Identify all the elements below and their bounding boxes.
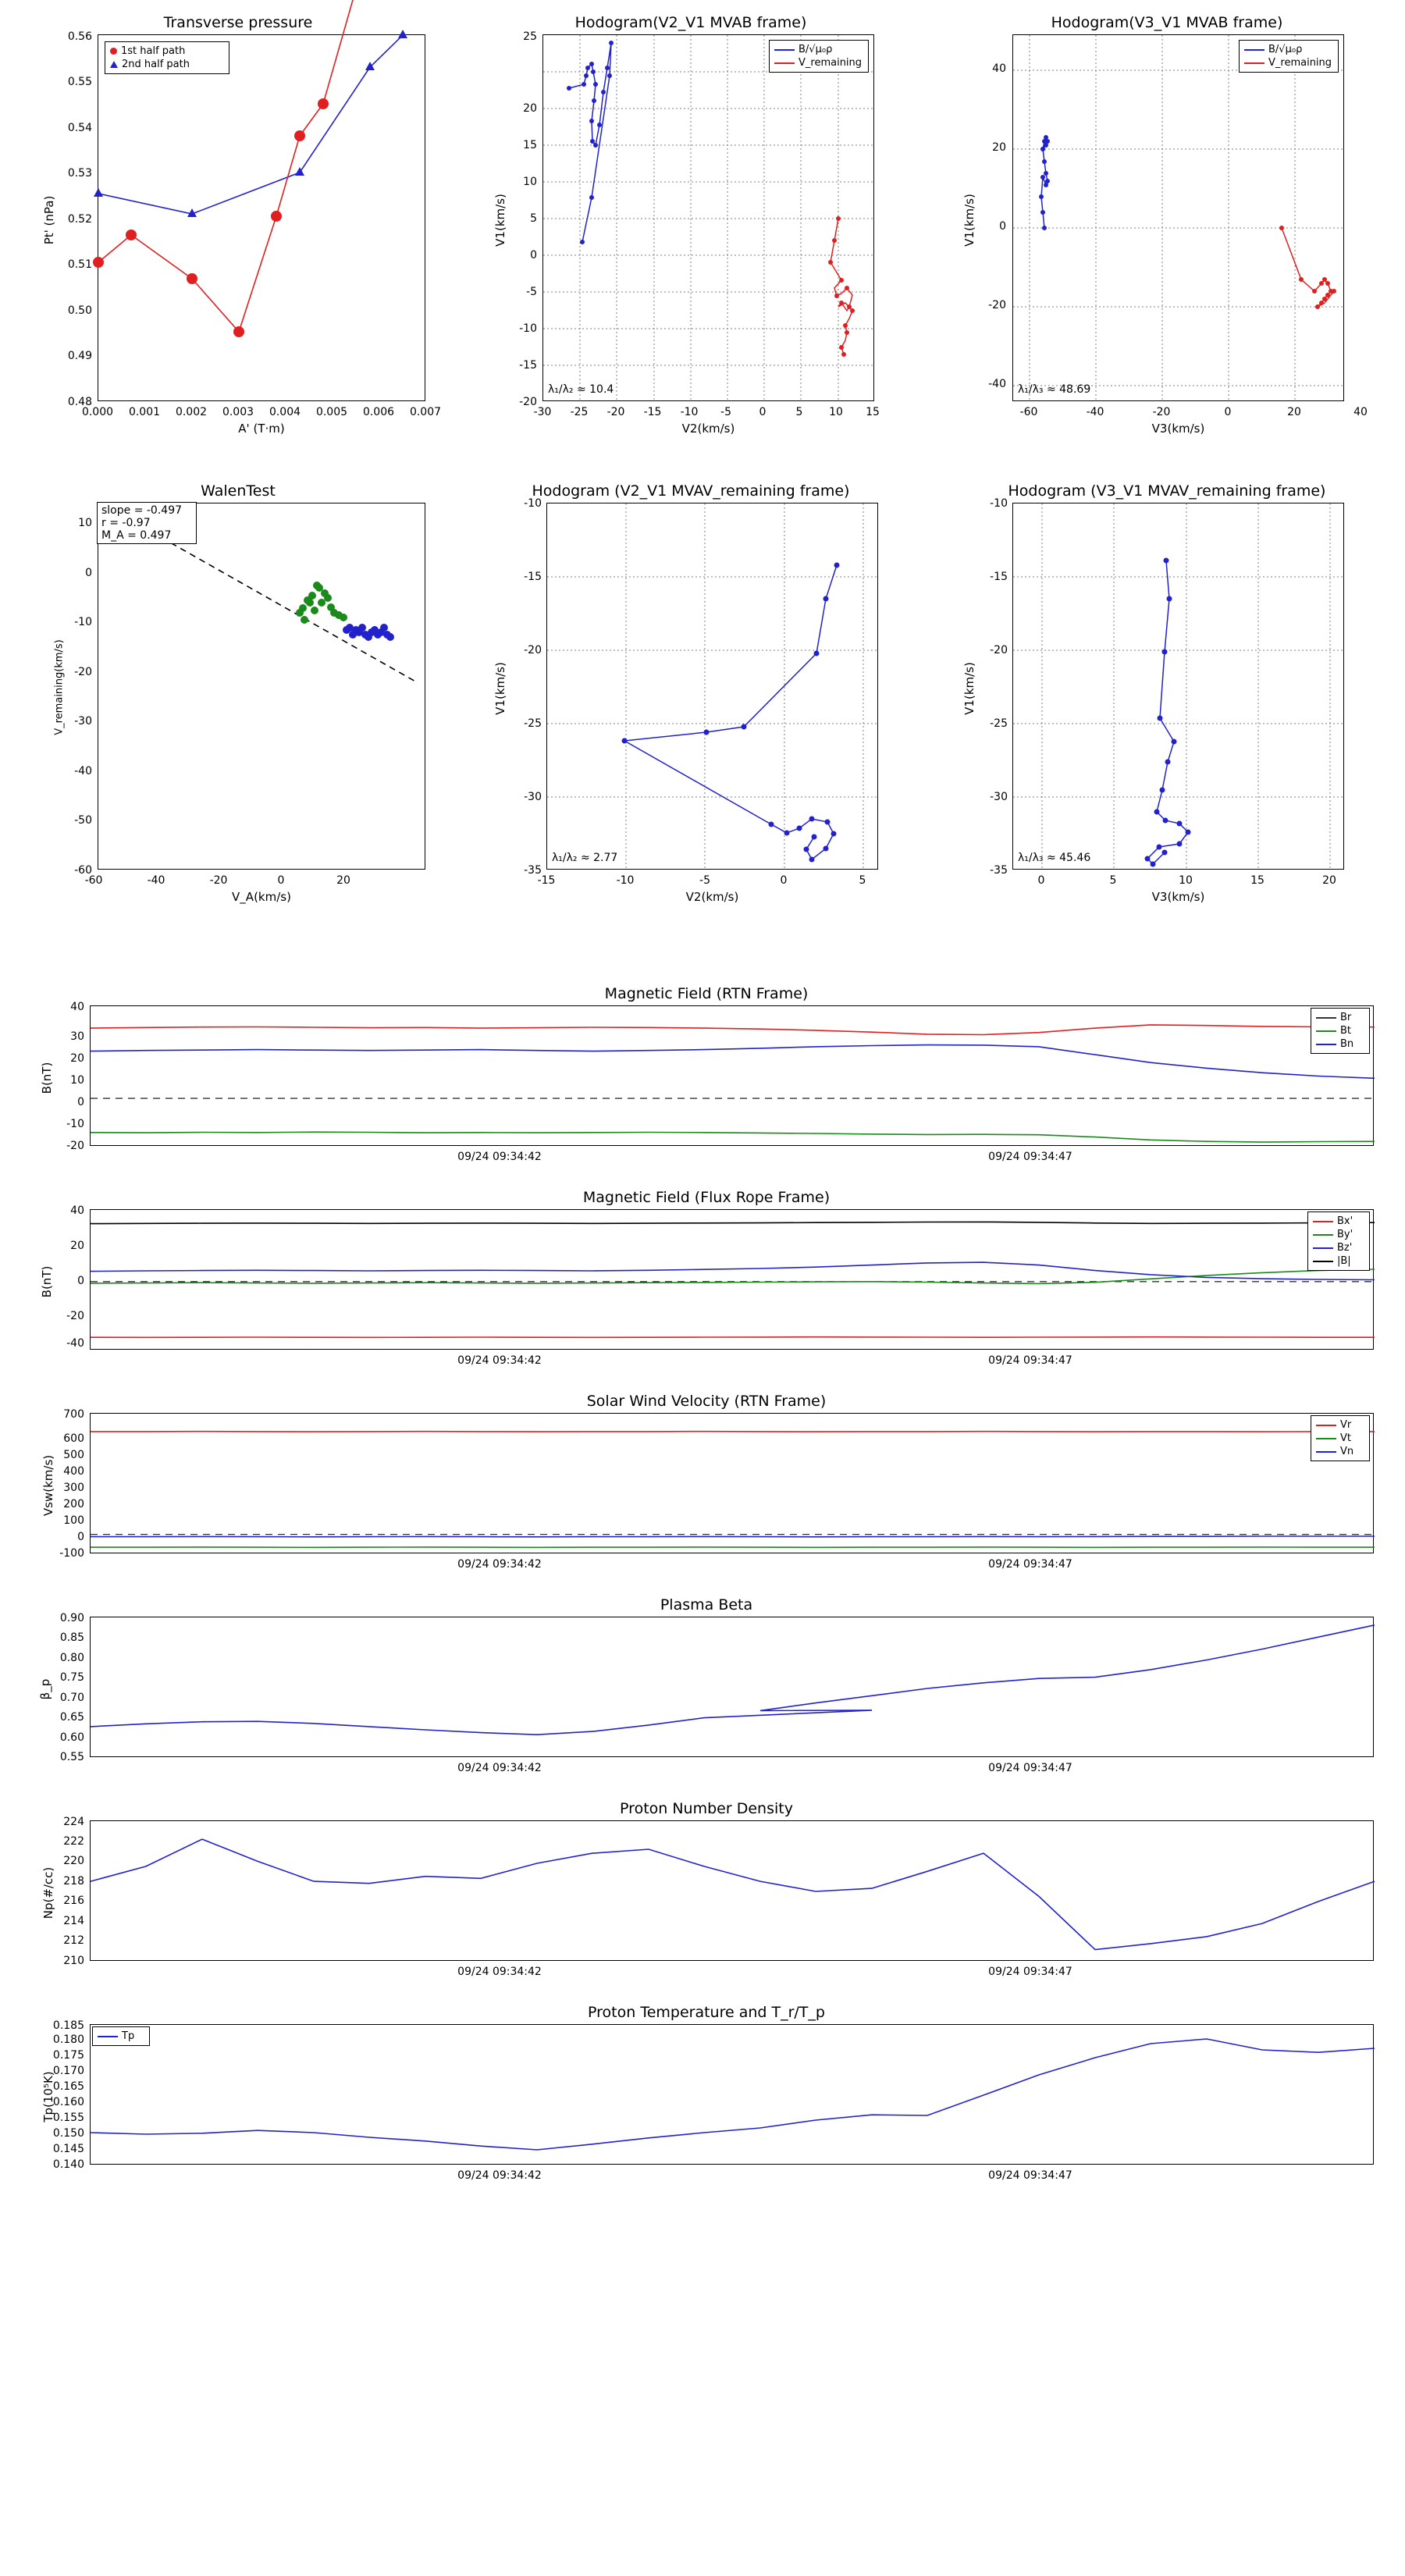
eigenvalue-ratio-annotation: λ₁/λ₃ ≈ 48.69 (1018, 383, 1091, 396)
y-axis-label: β_p (38, 1678, 52, 1700)
legend-row: Bt (1316, 1024, 1364, 1037)
legend-row: Vr (1316, 1418, 1364, 1432)
line-swatch-icon (1313, 1234, 1333, 1236)
legend-row: Tp (98, 2030, 144, 2043)
y-axis-label: B(nT) (40, 1062, 54, 1094)
legend-row: Vt (1316, 1432, 1364, 1445)
y-axis-label: V_remaining(km/s) (53, 639, 66, 735)
legend-row: 1st half path (110, 44, 224, 58)
line-swatch-icon (98, 2036, 118, 2037)
legend-row: V_remaining (1244, 56, 1333, 69)
line-swatch-icon (1313, 1247, 1333, 1249)
line-swatch-icon (1316, 1017, 1336, 1019)
panel-title: Solar Wind Velocity (RTN Frame) (586, 1393, 827, 1410)
plot-area (90, 1005, 1374, 1146)
line-swatch-icon (774, 49, 795, 51)
legend-row: Bx' (1313, 1215, 1364, 1228)
line-swatch-icon (1316, 1438, 1336, 1439)
panel-magnetic-field-flux-rope: Magnetic Field (Flux Rope Frame) Bx' By' Bz' |B| -40 -20 0 20 40 09/24 09:34:42 09/24 09:34:47 B(nT) (31, 1189, 1382, 1376)
panel-title: Hodogram(V3_V1 MVAB frame) (1051, 14, 1283, 31)
line-swatch-icon (1244, 49, 1264, 51)
walen-stats-box (97, 502, 197, 544)
legend-row: 2nd half path (110, 58, 224, 71)
legend (1311, 1008, 1370, 1054)
legend-row: |B| (1313, 1254, 1364, 1268)
panel-walen-test: WalenTest slope = -0.497 r = -0.97 M_A = 0.497 -60 -50 -40 -30 -20 -10 0 10 -60 -40 -20 0 20 V_A(km/s) V_remaining(km/s) (31, 482, 445, 904)
plot-area (90, 1209, 1374, 1350)
x-axis-label: V3(km/s) (1151, 422, 1205, 436)
panel-hodogram-v3v1-remaining: Hodogram (V3_V1 MVAV_remaining frame) λ₁/λ₃ ≈ 45.46 -35 -30 -25 -20 -15 -10 0 5 10 15 20 V3(km/s) V1(km/s) (948, 482, 1385, 904)
panel-title: Proton Number Density (620, 1800, 793, 1817)
mach-number-value: M_A = 0.497 (101, 529, 172, 542)
legend (92, 2026, 150, 2046)
legend (1307, 1212, 1370, 1271)
plot-area (542, 34, 874, 401)
legend (105, 41, 229, 74)
line-swatch-icon (774, 62, 795, 64)
panel-title: Magnetic Field (RTN Frame) (604, 985, 809, 1002)
x-axis-label: A' (T·m) (238, 422, 285, 436)
legend-row: By' (1313, 1228, 1364, 1241)
x-axis-label: V2(km/s) (681, 422, 735, 436)
plot-svg (98, 35, 426, 402)
plot-area (98, 34, 425, 401)
y-axis-label: V1(km/s) (493, 194, 507, 247)
legend (1311, 1415, 1370, 1461)
eigenvalue-ratio-annotation: λ₁/λ₃ ≈ 45.46 (1018, 852, 1091, 864)
panel-transverse-pressure: Transverse pressure 1st half path 2nd half path 0.48 0.49 0.50 0.51 0.52 0.53 0.54 0.55 0.56 0.000 0.001 0.002 0.003 0.004 0.005 0.006 0.007 A' (T·m) Pt' (nPa) (31, 14, 445, 436)
y-axis-label: Tp(10⁵K) (41, 2071, 55, 2122)
plot-svg (91, 1210, 1375, 1350)
y-axis-label: V1(km/s) (962, 194, 976, 247)
legend (769, 40, 869, 73)
panel-hodogram-v2v1-mvab: Hodogram(V2_V1 MVAB frame) B/√μ₀ρ V_remaining λ₁/λ₂ ≈ 10.4 -20 -15 -10 -5 0 5 10 15 20 25 -30 -25 -20 -15 -10 -5 0 5 10 15 V2(km/s) V1(km/s) (484, 14, 898, 436)
correlation-value: r = -0.97 (101, 517, 151, 529)
y-axis-label: Np(#/cc) (41, 1866, 55, 1920)
legend-row: Bz' (1313, 1241, 1364, 1254)
plot-svg (91, 1414, 1375, 1554)
eigenvalue-ratio-annotation: λ₁/λ₂ ≈ 2.77 (552, 852, 618, 864)
triangle-marker-icon (110, 61, 118, 68)
x-axis-label: V3(km/s) (1151, 890, 1205, 904)
plot-svg (91, 1006, 1375, 1147)
y-axis-label: V1(km/s) (962, 662, 976, 715)
y-axis-label: B(nT) (40, 1265, 54, 1298)
line-swatch-icon (1244, 62, 1264, 64)
legend-row: B/√μ₀ρ (1244, 43, 1333, 56)
legend-row: B/√μ₀ρ (774, 43, 863, 56)
line-swatch-icon (1316, 1451, 1336, 1453)
plot-svg (1013, 503, 1345, 870)
line-swatch-icon (1313, 1221, 1333, 1222)
plot-svg (91, 1821, 1375, 1962)
plot-svg (91, 1617, 1375, 1758)
line-swatch-icon (1316, 1425, 1336, 1426)
plot-area (90, 1820, 1374, 1961)
line-swatch-icon (1316, 1030, 1336, 1032)
slope-value: slope = -0.497 (101, 504, 183, 517)
panel-title: WalenTest (201, 482, 276, 500)
panel-title: Transverse pressure (163, 14, 313, 31)
plot-svg (98, 503, 426, 870)
plot-area (98, 503, 425, 870)
plot-svg (547, 503, 879, 870)
panel-title: Magnetic Field (Flux Rope Frame) (582, 1189, 831, 1206)
plot-area (1012, 503, 1344, 870)
panel-proton-number-density: Proton Number Density 210 212 214 216 218 220 222 224 09/24 09:34:42 09/24 09:34:47 Np(#/cc) (31, 1800, 1382, 1987)
legend-row: Bn (1316, 1037, 1364, 1051)
panel-proton-temperature: Proton Temperature and T_r/T_p Tp 0.140 0.145 0.150 0.155 0.160 0.165 0.170 0.175 0.180 0.185 09/24 09:34:42 09/24 09:34:47 Tp(10⁵K) (31, 2004, 1382, 2199)
plot-area (546, 503, 878, 870)
panel-solar-wind-velocity: Solar Wind Velocity (RTN Frame) Vr Vt Vn -100 0 100 200 300 400 500 600 700 09/24 09:34:42 09/24 09:34:47 Vsw(km/s) (31, 1393, 1382, 1580)
eigenvalue-ratio-annotation: λ₁/λ₂ ≈ 10.4 (548, 383, 614, 396)
circle-marker-icon (110, 48, 117, 55)
plot-svg (1013, 35, 1345, 402)
panel-title: Plasma Beta (660, 1596, 753, 1614)
panel-title: Hodogram (V2_V1 MVAV_remaining frame) (532, 482, 850, 500)
line-swatch-icon (1313, 1261, 1333, 1262)
x-axis-label: V_A(km/s) (232, 890, 291, 904)
legend-row: Vn (1316, 1445, 1364, 1458)
plot-area (90, 2024, 1374, 2165)
plot-area (90, 1413, 1374, 1553)
plot-area (90, 1617, 1374, 1757)
x-axis-label: V2(km/s) (685, 890, 739, 904)
y-axis-label: V1(km/s) (493, 662, 507, 715)
panel-title: Hodogram (V3_V1 MVAV_remaining frame) (1008, 482, 1326, 500)
panel-magnetic-field-rtn: Magnetic Field (RTN Frame) Br Bt Bn -20 -10 0 10 20 30 40 09/24 09:34:42 09/24 09:34:47 B(nT) (31, 985, 1382, 1172)
panel-plasma-beta: Plasma Beta 0.55 0.60 0.65 0.70 0.75 0.80 0.85 0.90 09/24 09:34:42 09/24 09:34:47 β_p (31, 1596, 1382, 1784)
legend-row: Br (1316, 1011, 1364, 1024)
line-swatch-icon (1316, 1044, 1336, 1045)
panel-hodogram-v3v1-mvab: Hodogram(V3_V1 MVAB frame) B/√μ₀ρ V_remaining λ₁/λ₃ ≈ 48.69 -40 -20 0 20 40 -60 -40 -20 0 20 40 V3(km/s) V1(km/s) (948, 14, 1385, 436)
legend (1239, 40, 1339, 73)
y-axis-label: Pt' (nPa) (42, 195, 56, 245)
plot-area (1012, 34, 1344, 401)
legend-row: V_remaining (774, 56, 863, 69)
panel-title: Proton Temperature and T_r/T_p (588, 2004, 825, 2021)
plot-svg (91, 2025, 1375, 2165)
panel-hodogram-v2v1-remaining: Hodogram (V2_V1 MVAV_remaining frame) λ₁/λ₂ ≈ 2.77 -35 -30 -25 -20 -15 -10 -15 -10 -5 0 5 V2(km/s) V1(km/s) (484, 482, 898, 904)
panel-title: Hodogram(V2_V1 MVAB frame) (574, 14, 807, 31)
plot-svg (543, 35, 875, 402)
y-axis-label: Vsw(km/s) (41, 1454, 55, 1517)
